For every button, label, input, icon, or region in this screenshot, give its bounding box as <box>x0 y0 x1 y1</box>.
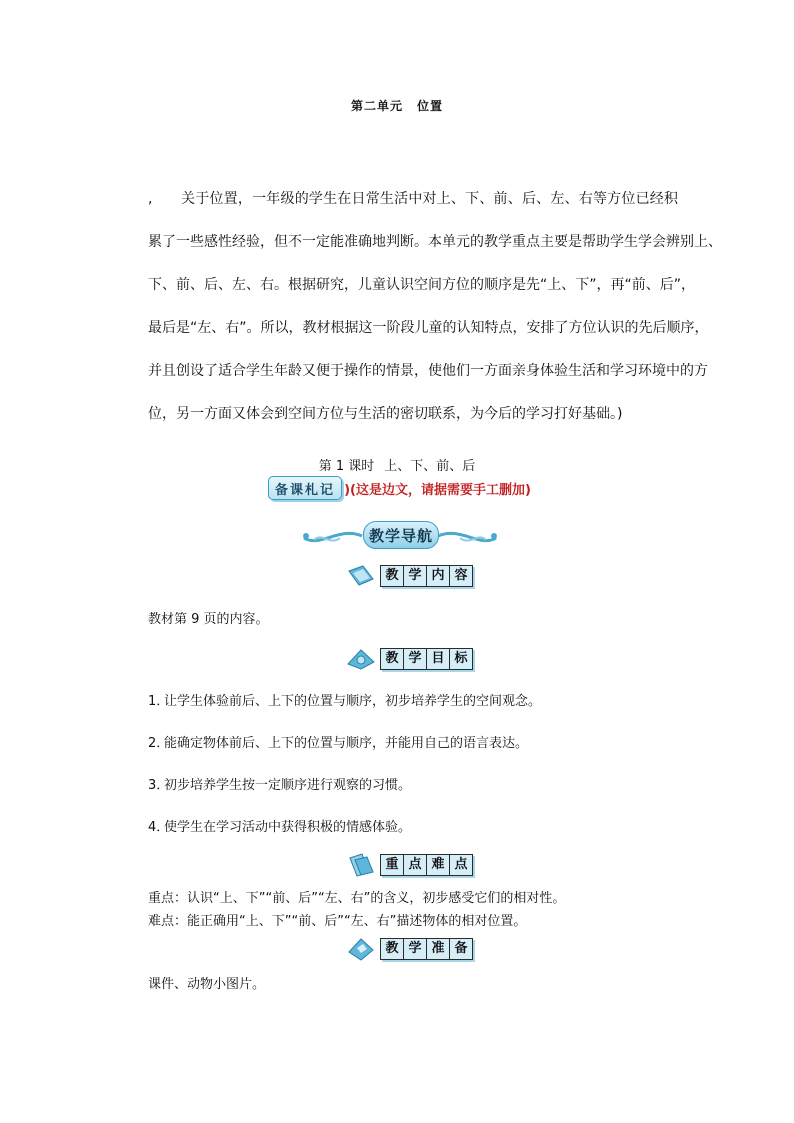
section-char: 准 <box>426 939 449 959</box>
section-char: 点 <box>449 855 472 875</box>
intro-line: 位，另一方面又体会到空间方位与生活的密切联系，为今后的学习打好基础。) <box>148 406 623 422</box>
section-header-prep <box>345 936 473 962</box>
goal-text: 初步培养学生按一定顺序进行观察的习惯。 <box>164 778 412 793</box>
section-char: 内 <box>426 566 449 586</box>
editor-note: )(这是边文，请据需要手工删加) <box>344 482 531 498</box>
section-char: 目 <box>426 649 449 669</box>
section-header-key-points <box>345 852 473 878</box>
section-char: 教 <box>381 649 403 669</box>
section-char: 点 <box>403 855 426 875</box>
key-point-text: 重点：认识“上、下”“前、后”“左、右”的含义，初步感受它们的相对性。 <box>148 891 566 906</box>
section-char: 难 <box>426 855 449 875</box>
section-char: 重 <box>381 855 403 875</box>
badge-char: 札 <box>305 482 321 498</box>
lesson-title <box>0 455 794 474</box>
goal-text: 能确定物体前后、上下的位置与顺序，并能用自己的语言表达。 <box>164 736 529 751</box>
goal-item <box>148 816 411 835</box>
section-char: 容 <box>449 566 472 586</box>
section-char: 学 <box>403 566 426 586</box>
section-char: 教 <box>381 566 403 586</box>
content-text: 教材第 9 页的内容。 <box>148 612 269 627</box>
prep-icon <box>345 936 377 962</box>
section-title-box <box>380 565 473 587</box>
intro-line: 并且创设了适合学生年龄又便于操作的情景，使他们一方面亲身体验生活和学习环境中的方 <box>148 363 708 379</box>
section-char: 教 <box>381 939 403 959</box>
goal-number: 3． <box>148 778 170 793</box>
target-icon <box>345 646 377 672</box>
difficult-point-text: 难点：能正确用“上、下”“前、后”“左、右”描述物体的相对位置。 <box>148 914 527 929</box>
goal-text: 让学生体验前后、上下的位置与顺序，初步培养学生的空间观念。 <box>164 694 542 709</box>
goal-number: 1． <box>148 694 170 709</box>
nav-pill <box>363 521 439 549</box>
section-title-box <box>380 854 473 876</box>
section-header-goals <box>345 646 473 672</box>
goal-item <box>148 732 528 751</box>
goal-item <box>148 690 541 709</box>
prep-text: 课件、动物小图片。 <box>148 977 266 992</box>
unit-label: 第二单元 <box>350 99 403 113</box>
section-char: 备 <box>449 939 472 959</box>
papers-icon <box>345 852 377 878</box>
intro-paragraph <box>148 178 722 436</box>
unit-name: 位置 <box>417 99 444 113</box>
unit-title <box>0 97 794 114</box>
lesson-notes-badge <box>268 476 531 500</box>
badge-char: 备 <box>275 482 291 498</box>
section-title-box <box>380 938 473 960</box>
goal-number: 4． <box>148 820 170 835</box>
goal-text: 使学生在学习活动中获得积极的情感体验。 <box>164 820 412 835</box>
section-char: 标 <box>449 649 472 669</box>
section-char: 学 <box>403 649 426 669</box>
section-char: 学 <box>403 939 426 959</box>
lesson-label: 第 1 课时 <box>318 459 375 474</box>
intro-line: 累了一些感性经验，但不一定能准确地判断。本单元的教学重点主要是帮助学生学会辨别上、 <box>148 234 722 250</box>
goal-item <box>148 774 411 793</box>
badge-box <box>268 476 342 500</box>
teaching-nav-banner <box>300 518 500 552</box>
intro-line: 最后是“左、右”。所以，教材根据这一阶段儿童的认知特点，安排了方位认识的先后顺序， <box>148 320 709 336</box>
intro-line: , 关于位置，一年级的学生在日常生活中对上、下、前、后、左、右等方位已经积 <box>148 191 678 207</box>
book-icon <box>345 563 377 589</box>
goal-number: 2． <box>148 736 170 751</box>
badge-char: 课 <box>290 482 306 498</box>
lesson-name: 上、下、前、后 <box>384 459 476 474</box>
badge-char: 记 <box>320 482 336 498</box>
section-title-box <box>380 648 473 670</box>
section-header-content <box>345 563 473 589</box>
nav-banner-label: 教学导航 <box>368 526 433 545</box>
intro-line: 下、前、后、左、右。根据研究，儿童认识空间方位的顺序是先“上、下”，再“前、后”， <box>148 277 696 293</box>
